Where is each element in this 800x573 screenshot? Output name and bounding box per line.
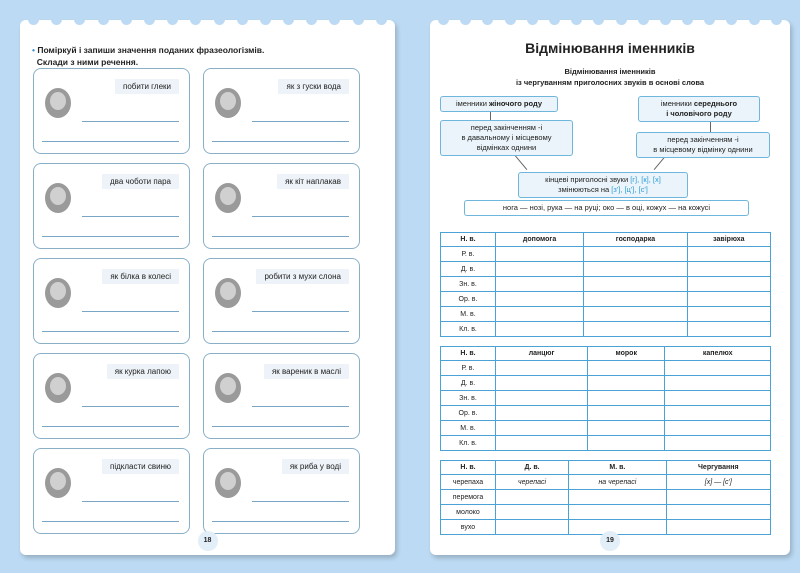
- table-cell: [х] — [с']: [666, 475, 770, 490]
- spiral-hole: [593, 14, 604, 25]
- answer-cell[interactable]: [496, 361, 588, 376]
- table-row: [441, 391, 771, 406]
- answer-line[interactable]: [82, 121, 179, 122]
- header-cell: Чергування: [666, 461, 770, 475]
- spiral-hole: [237, 14, 248, 25]
- phrase-card: [203, 258, 360, 344]
- answer-cell[interactable]: [496, 307, 584, 322]
- declension-table-2: [440, 346, 771, 451]
- left-page: [20, 20, 395, 555]
- table-cell[interactable]: [496, 490, 569, 505]
- spiral-hole: [771, 14, 782, 25]
- header-cell: капелюх: [665, 347, 771, 361]
- answer-line[interactable]: [252, 406, 349, 407]
- spiral-hole: [283, 14, 294, 25]
- table-header: [441, 461, 771, 475]
- neuter-rule-box: перед закінченням -і в місцевому відмінку однини: [636, 132, 770, 158]
- header-cell: Н. в.: [441, 461, 496, 475]
- case-label: Ор. в.: [441, 292, 496, 307]
- header-cell: Д. в.: [496, 461, 569, 475]
- instruction: • Поміркуй і запиши значення поданих фразеологізмів. Склади з ними речення.: [32, 45, 265, 67]
- spiral-holes: [28, 14, 387, 25]
- phrase-label: побити глеки: [115, 79, 179, 94]
- answer-line[interactable]: [82, 311, 179, 312]
- answer-cell[interactable]: [584, 277, 688, 292]
- case-label: Кл. в.: [441, 436, 496, 451]
- answer-line[interactable]: [42, 521, 179, 522]
- phrase-label: як з гуски вода: [278, 79, 349, 94]
- phrase-card: [33, 68, 190, 154]
- answer-cell[interactable]: [496, 391, 588, 406]
- header-cell: завірюха: [687, 233, 770, 247]
- spiral-hole: [376, 14, 387, 25]
- table-row: [441, 361, 771, 376]
- table-row: [441, 247, 771, 262]
- answer-line[interactable]: [212, 521, 349, 522]
- pig-icon: [42, 461, 74, 501]
- spiral-hole: [571, 14, 582, 25]
- case-label: М. в.: [441, 421, 496, 436]
- phrase-card: [203, 68, 360, 154]
- answer-line[interactable]: [42, 141, 179, 142]
- spiral-hole: [190, 14, 201, 25]
- table-cell[interactable]: [496, 520, 569, 535]
- answer-cell[interactable]: [588, 391, 665, 406]
- answer-cell[interactable]: [496, 247, 584, 262]
- answer-cell[interactable]: [687, 262, 770, 277]
- answer-cell[interactable]: [496, 421, 588, 436]
- phrase-label: як кіт наплакав: [277, 174, 349, 189]
- answer-line[interactable]: [252, 216, 349, 217]
- answer-line[interactable]: [82, 501, 179, 502]
- answer-line[interactable]: [212, 331, 349, 332]
- answer-cell[interactable]: [588, 421, 665, 436]
- case-label: Д. в.: [441, 262, 496, 277]
- answer-line[interactable]: [252, 121, 349, 122]
- spiral-hole: [682, 14, 693, 25]
- header-cell: господарка: [584, 233, 688, 247]
- fishbowl-icon: [212, 461, 244, 501]
- spiral-hole: [28, 14, 39, 25]
- cat-icon: [212, 176, 244, 216]
- table-cell: черепасі: [496, 475, 569, 490]
- spiral-hole: [726, 14, 737, 25]
- spiral-hole: [306, 14, 317, 25]
- phrase-label: як вареник в маслі: [264, 364, 349, 379]
- spiral-hole: [51, 14, 62, 25]
- phrase-label: два чоботи пара: [102, 174, 179, 189]
- elephant-icon: [212, 271, 244, 311]
- answer-line[interactable]: [212, 236, 349, 237]
- spiral-hole: [549, 14, 560, 25]
- phrase-card: [203, 163, 360, 249]
- boots-icon: [42, 176, 74, 216]
- case-label: М. в.: [441, 307, 496, 322]
- table-row: [441, 376, 771, 391]
- header-cell: М. в.: [569, 461, 666, 475]
- answer-cell[interactable]: [665, 391, 771, 406]
- phrase-label: як білка в колесі: [102, 269, 179, 284]
- answer-line[interactable]: [212, 426, 349, 427]
- phrase-label: як риба у воді: [282, 459, 349, 474]
- right-page: [430, 20, 790, 555]
- case-label: Р. в.: [441, 361, 496, 376]
- squirrel-icon: [42, 271, 74, 311]
- sounds-box: кінцеві приголосні звуки [г], [к], [х] змінюються на [з'], [ц'], [с']: [518, 172, 688, 198]
- answer-line[interactable]: [82, 216, 179, 217]
- spiral-hole: [260, 14, 271, 25]
- answer-cell[interactable]: [588, 361, 665, 376]
- answer-cell[interactable]: [496, 436, 588, 451]
- header-cell: морок: [588, 347, 665, 361]
- phrase-card: [33, 163, 190, 249]
- answer-line[interactable]: [252, 311, 349, 312]
- spiral-hole: [505, 14, 516, 25]
- spiral-hole: [214, 14, 225, 25]
- spiral-hole: [704, 14, 715, 25]
- header-cell: Н. в.: [441, 347, 496, 361]
- case-label: Зн. в.: [441, 277, 496, 292]
- table-cell: черепаха: [441, 475, 496, 490]
- table-row: [441, 322, 771, 337]
- spiral-hole: [638, 14, 649, 25]
- answer-cell[interactable]: [665, 376, 771, 391]
- feminine-rule-box: перед закінченням -і в давальному і місцевому відмінках однини: [440, 120, 573, 156]
- table-row: [441, 475, 771, 490]
- answer-cell[interactable]: [496, 406, 588, 421]
- jug-icon: [42, 81, 74, 121]
- answer-cell[interactable]: [665, 421, 771, 436]
- answer-cell[interactable]: [584, 262, 688, 277]
- spiral-hole: [482, 14, 493, 25]
- answer-cell[interactable]: [687, 247, 770, 262]
- answer-cell[interactable]: [588, 376, 665, 391]
- table-cell[interactable]: [496, 505, 569, 520]
- spiral-hole: [616, 14, 627, 25]
- phrase-card: [33, 353, 190, 439]
- case-label: Ор. в.: [441, 406, 496, 421]
- table-cell: перемога: [441, 490, 496, 505]
- page-number: 19: [600, 531, 620, 551]
- goose-icon: [212, 81, 244, 121]
- phrase-card: [33, 448, 190, 534]
- table-cell[interactable]: [666, 520, 770, 535]
- spiral-hole: [460, 14, 471, 25]
- table-row: [441, 307, 771, 322]
- hen-icon: [42, 366, 74, 406]
- answer-cell[interactable]: [496, 277, 584, 292]
- table-cell: молоко: [441, 505, 496, 520]
- answer-line[interactable]: [212, 141, 349, 142]
- answer-cell[interactable]: [584, 307, 688, 322]
- header-cell: Н. в.: [441, 233, 496, 247]
- phrase-label: як курка лапою: [107, 364, 179, 379]
- spiral-hole: [98, 14, 109, 25]
- table-row: [441, 490, 771, 505]
- spiral-hole: [527, 14, 538, 25]
- page-number: 18: [198, 531, 218, 551]
- case-label: Д. в.: [441, 376, 496, 391]
- table-header: [441, 233, 771, 247]
- case-label: Кл. в.: [441, 322, 496, 337]
- spiral-hole: [438, 14, 449, 25]
- neuter-masculine-box: іменники середнього і чоловічого роду: [638, 96, 760, 122]
- answer-cell[interactable]: [687, 292, 770, 307]
- page-title: Відмінювання іменників: [525, 40, 695, 56]
- phrase-card: [203, 448, 360, 534]
- declension-table-1: [440, 232, 771, 337]
- table-row: [441, 277, 771, 292]
- phrase-card: [203, 353, 360, 439]
- spiral-hole: [660, 14, 671, 25]
- spiral-hole: [749, 14, 760, 25]
- table-cell[interactable]: [666, 490, 770, 505]
- table-cell[interactable]: [569, 520, 666, 535]
- answer-cell[interactable]: [496, 376, 588, 391]
- case-label: Зн. в.: [441, 391, 496, 406]
- table-row: [441, 262, 771, 277]
- phrase-label: підкласти свиню: [102, 459, 179, 474]
- feminine-box: іменники жіночого роду: [440, 96, 558, 112]
- table-row: [441, 406, 771, 421]
- answer-cell[interactable]: [496, 262, 584, 277]
- spiral-hole: [353, 14, 364, 25]
- answer-cell[interactable]: [687, 277, 770, 292]
- answer-cell[interactable]: [588, 436, 665, 451]
- answer-cell[interactable]: [665, 361, 771, 376]
- spiral-hole: [167, 14, 178, 25]
- alternation-table: [440, 460, 771, 535]
- answer-cell[interactable]: [584, 292, 688, 307]
- answer-cell[interactable]: [665, 436, 771, 451]
- table-row: [441, 436, 771, 451]
- answer-cell[interactable]: [665, 406, 771, 421]
- answer-line[interactable]: [42, 236, 179, 237]
- table-cell: вухо: [441, 520, 496, 535]
- phrase-label: робити з мухи слона: [256, 269, 349, 284]
- answer-cell[interactable]: [584, 322, 688, 337]
- table-cell[interactable]: [569, 490, 666, 505]
- table-row: [441, 292, 771, 307]
- answer-line[interactable]: [252, 501, 349, 502]
- table-row: [441, 421, 771, 436]
- answer-line[interactable]: [42, 426, 179, 427]
- spiral-hole: [74, 14, 85, 25]
- answer-cell[interactable]: [496, 322, 584, 337]
- spiral-hole: [144, 14, 155, 25]
- table-cell[interactable]: [569, 505, 666, 520]
- answer-line[interactable]: [82, 406, 179, 407]
- answer-cell[interactable]: [584, 247, 688, 262]
- answer-cell[interactable]: [687, 322, 770, 337]
- header-cell: ланцюг: [496, 347, 588, 361]
- answer-cell[interactable]: [687, 307, 770, 322]
- table-row: [441, 505, 771, 520]
- dumplings-icon: [212, 366, 244, 406]
- spiral-holes: [438, 14, 782, 25]
- subtitle: Відмінювання іменників із чергуванням приголосних звуків в основі слова: [515, 67, 705, 87]
- table-cell[interactable]: [666, 505, 770, 520]
- answer-cell[interactable]: [588, 406, 665, 421]
- answer-cell[interactable]: [496, 292, 584, 307]
- case-label: Р. в.: [441, 247, 496, 262]
- phrase-card: [33, 258, 190, 344]
- table-header: [441, 347, 771, 361]
- spiral-hole: [121, 14, 132, 25]
- examples-box: нога — нозі, рука — на руці; око — в оці, кожух — на кожусі: [464, 200, 749, 216]
- table-cell: на черепасі: [569, 475, 666, 490]
- answer-line[interactable]: [42, 331, 179, 332]
- header-cell: допомога: [496, 233, 584, 247]
- spiral-hole: [329, 14, 340, 25]
